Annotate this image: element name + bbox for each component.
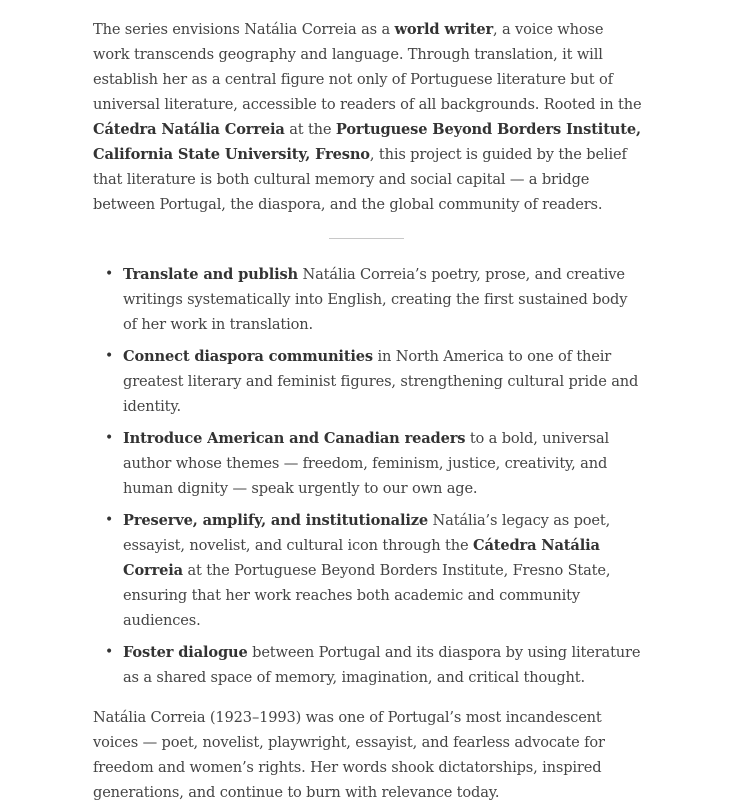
goal-item-introduce xyxy=(105,426,643,501)
goal-lead: Preserve, amplify, and institutionalize xyxy=(123,512,429,529)
goal-item-foster xyxy=(105,640,643,690)
goal-text: in North America to one of their greatest literary and feminist figures, strengthening cultural pride and identity. xyxy=(123,348,639,415)
goal-lead: Connect diaspora communities xyxy=(123,348,374,365)
goal-bold-catedra: Cátedra Natália Correia xyxy=(123,537,600,579)
intro-text: The series envisions Natália Correia as a xyxy=(93,21,395,38)
goal-text: Natália’s legacy as poet, essayist, novelist, and cultural icon through the xyxy=(123,512,611,554)
goal-text: between Portugal and its diaspora by using literature as a shared space of memory, imagination, and critical thought. xyxy=(123,644,641,686)
bullet-icon: • xyxy=(105,430,114,446)
intro-bold-catedra: Cátedra Natália Correia xyxy=(93,121,285,138)
goal-text: at the Portuguese Beyond Borders Institute, Fresno State, ensuring that her work reaches both academic and community audiences. xyxy=(123,562,611,629)
goal-lead: Introduce American and Canadian readers xyxy=(123,430,466,447)
goal-text: Natália Correia’s poetry, prose, and creative writings systematically into English, creating the first sustained body of her work in translation. xyxy=(123,266,628,333)
bullet-icon: • xyxy=(105,266,114,282)
goal-text: to a bold, universal author whose themes — freedom, feminism, justice, creativity, and human dignity — speak urgently to our own age. xyxy=(123,430,610,497)
bullet-icon: • xyxy=(105,512,114,528)
intro-text: , this project is guided by the belief that literature is both cultural memory and social capital — a bridge between Portugal, the diaspora, and the global community of readers. xyxy=(93,146,627,213)
goal-item-connect xyxy=(105,344,643,419)
goal-lead: Foster dialogue xyxy=(123,644,248,661)
article-body xyxy=(93,17,643,805)
intro-bold-world-writer: world writer xyxy=(394,21,494,38)
goal-item-preserve xyxy=(105,508,643,633)
section-divider xyxy=(329,238,404,239)
goals-list xyxy=(93,262,643,690)
bullet-icon: • xyxy=(105,348,114,364)
goal-lead: Translate and publish xyxy=(123,266,299,283)
goal-item-translate xyxy=(105,262,643,337)
intro-text: at the xyxy=(284,121,336,138)
bio-paragraph: Natália Correia (1923–1993) was one of Portugal’s most incandescent voices — poet, novelist, playwright, essayist, and fearless advocate for freedom and women’s rights. Her words shook dictatorships, inspired generations, and continue to burn with relevance today. xyxy=(93,709,605,801)
intro-text: , a voice whose work transcends geography and language. Through translation, it will establish her as a central figure not only of Portuguese literature but of universal literature, accessible to readers of all backgrounds. Rooted in the xyxy=(93,21,642,113)
intro-bold-institute: Portuguese Beyond Borders Institute, California State University, Fresno xyxy=(93,121,641,163)
intro-paragraph xyxy=(93,17,643,217)
bullet-icon: • xyxy=(105,644,114,660)
